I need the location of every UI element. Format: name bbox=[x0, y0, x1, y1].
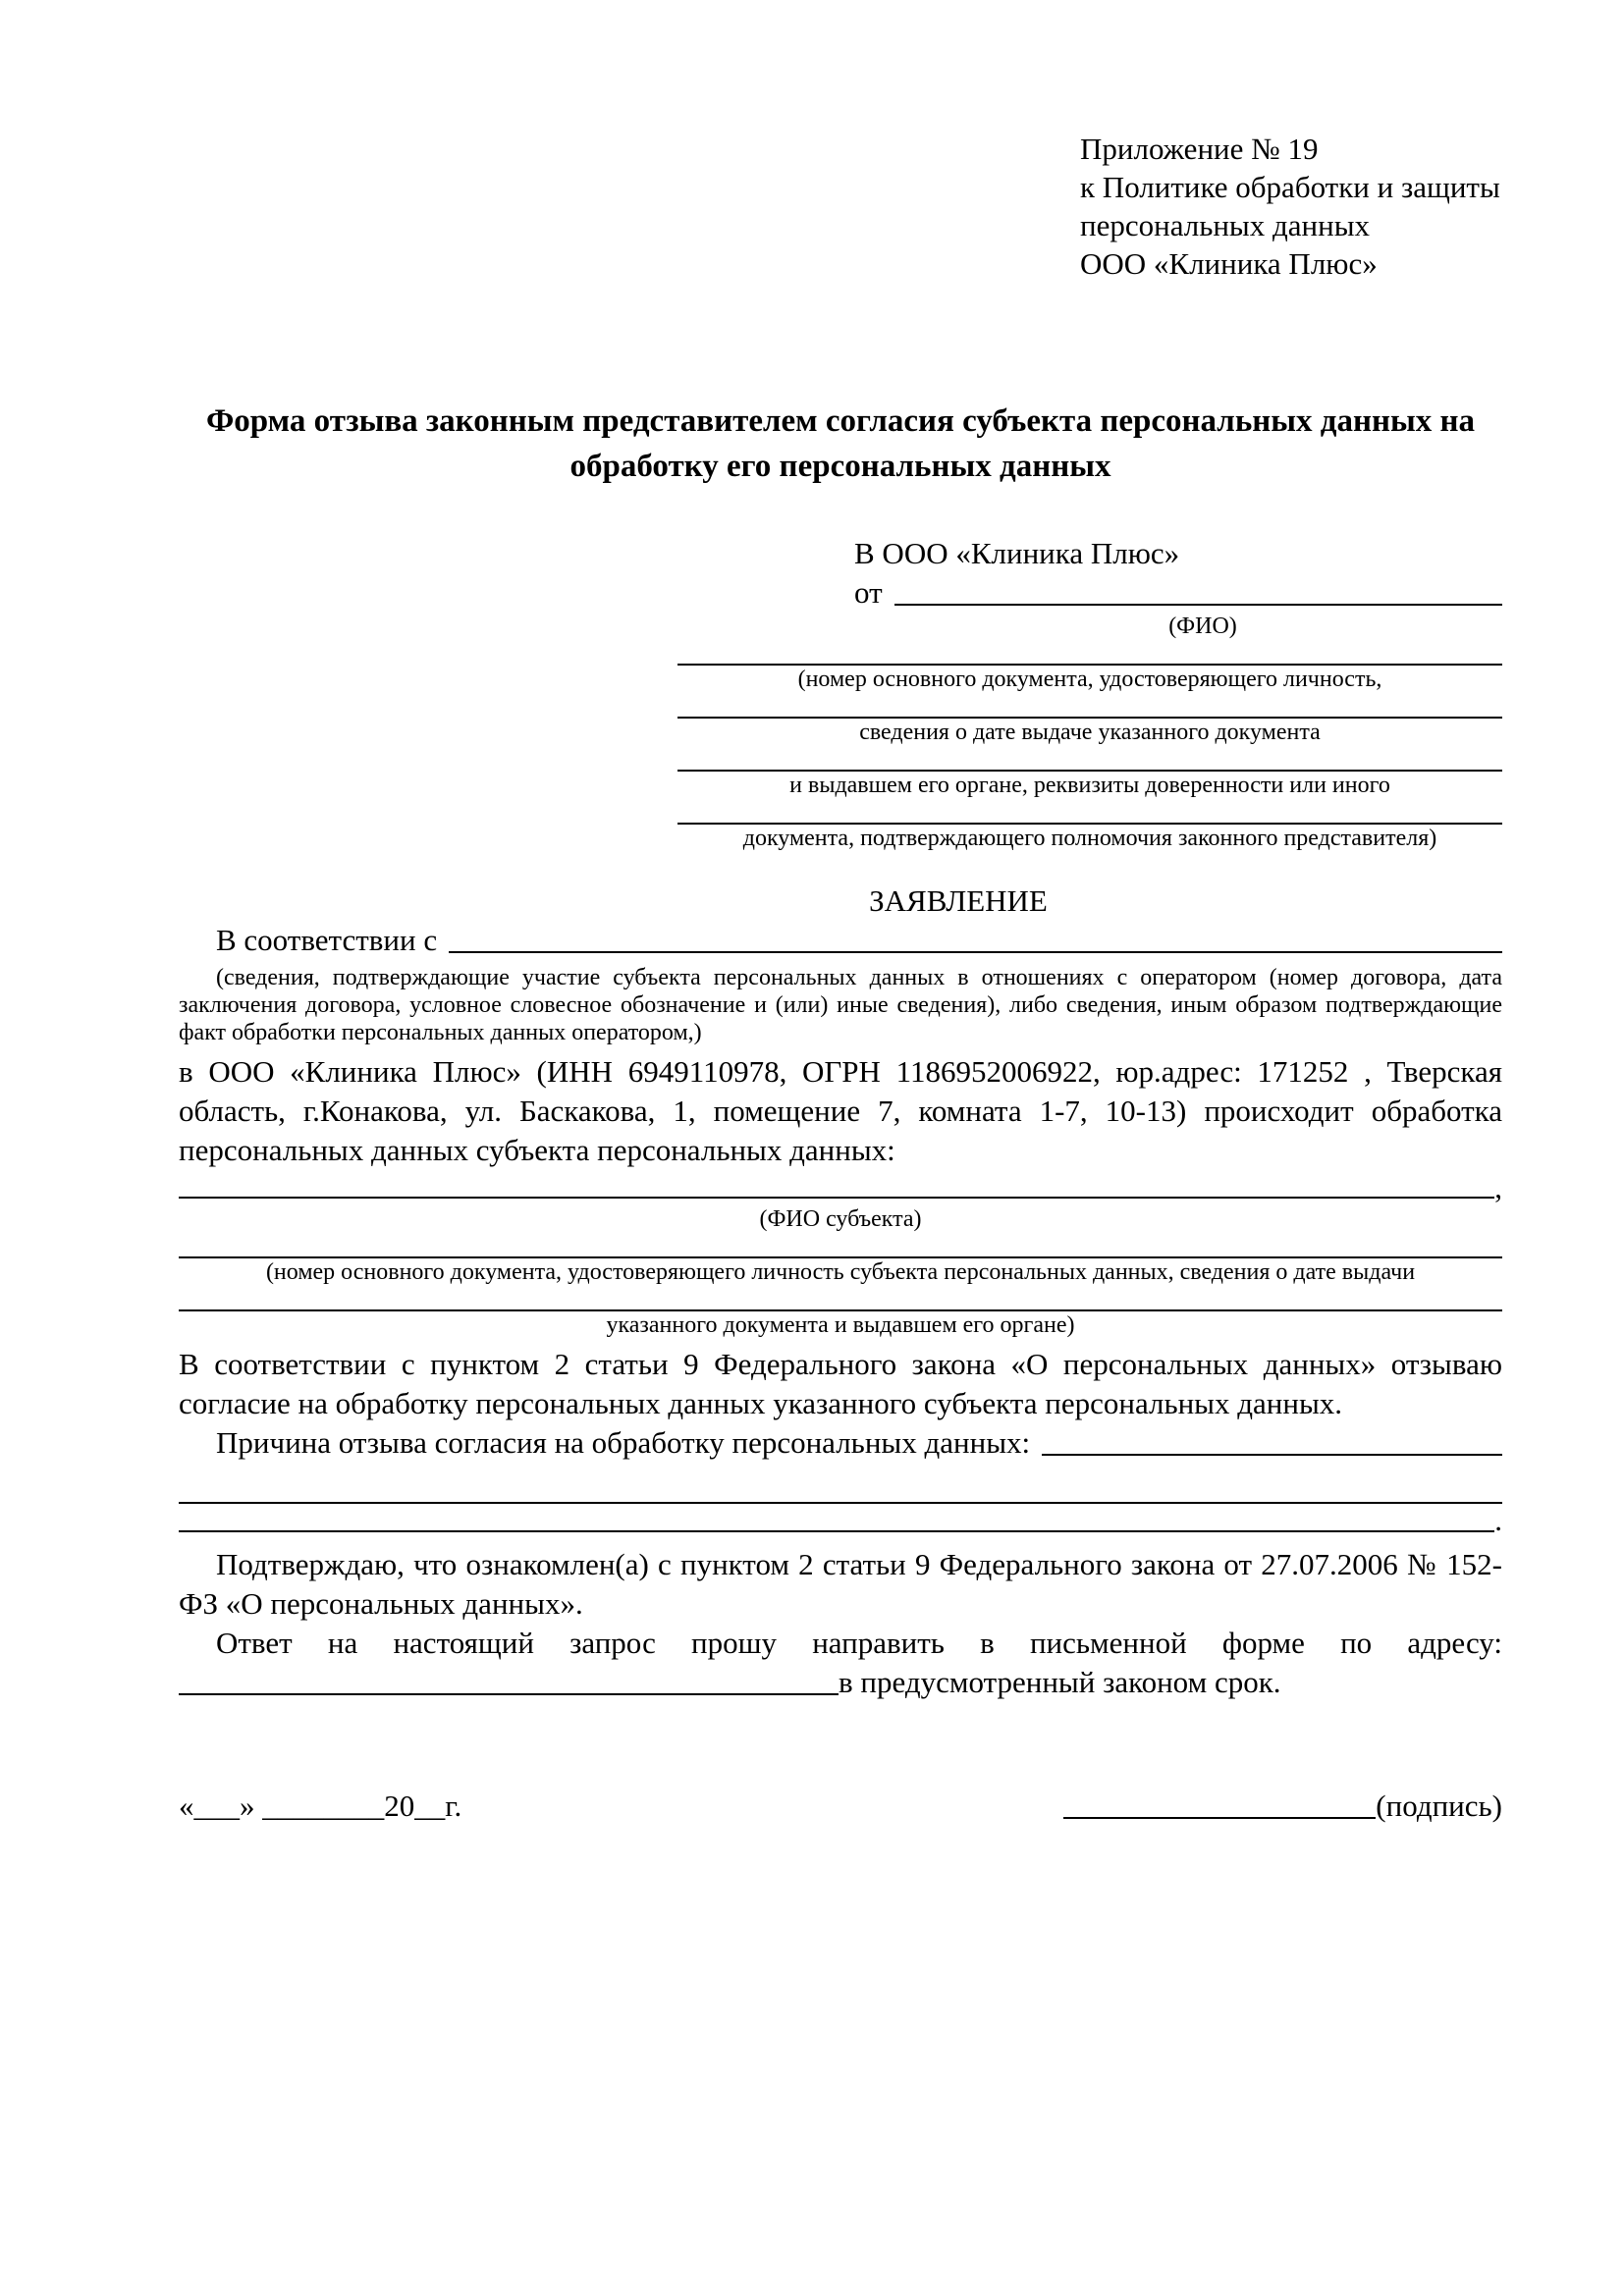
reason-blank-line-period: . bbox=[1494, 1503, 1502, 1537]
representative-document-caption-4: документа, подтверждающего полномочия законного представителя) bbox=[742, 826, 1437, 851]
reason-prefix: Причина отзыва согласия на обработку персональных данных: bbox=[216, 1425, 1031, 1460]
statement-heading: ЗАЯВЛЕНИЕ bbox=[869, 883, 1048, 918]
representative-fio-blank-line bbox=[894, 573, 1502, 606]
representative-document-caption-2: сведения о дате выдаче указанного документа bbox=[859, 720, 1321, 745]
appendix-number: Приложение № 19 bbox=[1080, 132, 1319, 166]
reason-blank-line-2-row bbox=[179, 1504, 1502, 1537]
policy-reference-line-1: к Политике обработки и защиты bbox=[1080, 170, 1500, 204]
fio-caption: (ФИО) bbox=[1168, 614, 1237, 639]
document-title: Форма отзыва законным представителем согласия субъекта персональных данных на обработку его персональных данных bbox=[205, 403, 1476, 484]
subject-fio-suffix: , bbox=[1494, 1170, 1502, 1204]
representative-document-caption-1: (номер основного документа, удостоверяющего личность, bbox=[797, 667, 1382, 692]
subject-document-blank-line-1 bbox=[179, 1233, 1502, 1258]
relation-details-note: (сведения, подтверждающие участие субъекта персональных данных в отношениях с оператором (номер договора, дата заключения договора, условное словесное обозначение и (или) иные сведения), либо сведения, иным образом подтверждающие факт обработки персональных данных оператором,) bbox=[179, 965, 1502, 1045]
appendix-reference-block bbox=[1080, 130, 1502, 283]
representative-document-blank-line-3 bbox=[677, 746, 1502, 772]
subject-fio-caption: (ФИО субъекта) bbox=[759, 1206, 922, 1232]
subject-document-blank-line-2 bbox=[179, 1286, 1502, 1311]
relation-details-blank-line bbox=[449, 921, 1502, 953]
subject-fio-row bbox=[179, 1170, 1502, 1205]
statement-intro-row bbox=[179, 921, 1502, 960]
reply-address-blank-line bbox=[179, 1663, 839, 1695]
signature-group bbox=[1063, 1787, 1502, 1826]
organization-name: ООО «Клиника Плюс» bbox=[1080, 246, 1378, 281]
representative-document-blank-line-2 bbox=[677, 693, 1502, 719]
policy-reference-line-2: персональных данных bbox=[1080, 208, 1371, 242]
reply-address-row bbox=[179, 1663, 1502, 1702]
reason-blank-line-short bbox=[1042, 1423, 1502, 1456]
signature-caption: (подпись) bbox=[1376, 1789, 1502, 1823]
subject-fio-blank-line bbox=[179, 1170, 1494, 1199]
footer-row bbox=[179, 1787, 1502, 1826]
signature-blank-line bbox=[1063, 1787, 1376, 1819]
statement-intro-prefix: В соответствии с bbox=[216, 923, 438, 957]
addressee-organization: В ООО «Клиника Плюс» bbox=[854, 536, 1180, 570]
subject-document-caption-2: указанного документа и выдавшем его органе) bbox=[606, 1312, 1075, 1338]
withdrawal-paragraph: В соответствии с пунктом 2 статьи 9 Федерального закона «О персональных данных» отзываю согласие на обработку персональных данных указанного субъекта персональных данных. bbox=[179, 1347, 1502, 1420]
representative-document-caption-3: и выдавшем его органе, реквизиты доверенности или иного bbox=[789, 773, 1390, 798]
from-row bbox=[677, 573, 1502, 613]
date-blank-line: «___» ________20__г. bbox=[179, 1789, 462, 1823]
operator-paragraph: в ООО «Клиника Плюс» (ИНН 6949110978, ОГРН 1186952006922, юр.адрес: 171252 , Тверская область, г.Конакова, ул. Баскакова, 1, помещение 7, комната 1-7, 10-13) происходит обработка персональных данных субъекта персональных данных: bbox=[179, 1054, 1502, 1167]
from-label: от bbox=[854, 575, 883, 610]
reply-deadline-text: в предусмотренный законом срок. bbox=[839, 1665, 1281, 1699]
representative-document-blank-line-1 bbox=[677, 640, 1502, 666]
reply-request-line: Ответ на настоящий запрос прошу направить в письменной форме по адресу: bbox=[216, 1626, 1502, 1660]
representative-document-blank-line-4 bbox=[677, 799, 1502, 825]
confirmation-paragraph: Подтверждаю, что ознакомлен(а) с пунктом 2 статьи 9 Федерального закона от 27.07.2006 № 152-ФЗ «О персональных данных». bbox=[179, 1547, 1502, 1621]
reason-blank-line-2 bbox=[179, 1504, 1494, 1532]
subject-document-caption-1: (номер основного документа, удостоверяющего личность субъекта персональных данных, сведения о дате выдачи bbox=[265, 1259, 1416, 1285]
reason-row bbox=[179, 1423, 1502, 1463]
addressee-block bbox=[677, 534, 1502, 852]
